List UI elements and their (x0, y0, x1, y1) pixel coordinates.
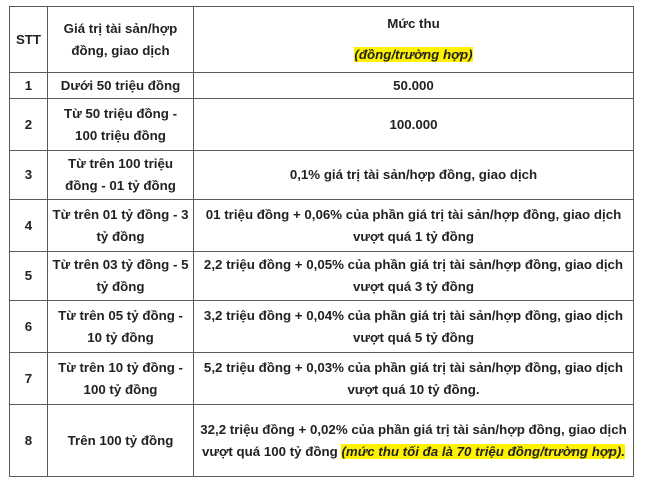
header-fee-label: Mức thu (387, 16, 440, 31)
row-value: Trên 100 tỷ đồng (48, 405, 194, 477)
row-stt: 3 (10, 151, 48, 200)
row-value: Từ trên 01 tỷ đồng - 3 tỷ đồng (48, 200, 194, 252)
row-stt: 7 (10, 353, 48, 405)
row-value: Từ trên 05 tỷ đồng - 10 tỷ đồng (48, 301, 194, 353)
table-row (10, 353, 634, 405)
table-row (10, 200, 634, 252)
table-header-row (10, 7, 634, 73)
row-stt: 4 (10, 200, 48, 252)
table-row (10, 301, 634, 353)
row-stt: 2 (10, 99, 48, 151)
row-fee: 100.000 (194, 99, 634, 151)
row-fee: 5,2 triệu đồng + 0,03% của phần giá trị tài sản/hợp đồng, giao dịch vượt quá 10 tỷ đồng. (194, 353, 634, 405)
row-stt: 5 (10, 252, 48, 301)
table-row (10, 99, 634, 151)
header-stt: STT (10, 7, 48, 73)
row-fee-cell (194, 405, 634, 477)
header-fee (194, 7, 634, 73)
fee-table (9, 6, 634, 477)
row-stt: 8 (10, 405, 48, 477)
row-fee: 32,2 triệu đồng + 0,02% của phần giá trị tài sản/hợp đồng, giao dịch vượt quá 100 tỷ đồng (200, 421, 627, 459)
row-value: Dưới 50 triệu đồng (48, 73, 194, 99)
row-value: Từ trên 100 triệu đồng - 01 tỷ đồng (48, 151, 194, 200)
row-fee: 50.000 (194, 73, 634, 99)
row-fee-note: (mức thu tối đa là 70 triệu đồng/trường hợp). (341, 443, 626, 459)
row-value: Từ trên 03 tỷ đồng - 5 tỷ đồng (48, 252, 194, 301)
row-stt: 6 (10, 301, 48, 353)
header-value: Giá trị tài sản/hợp đồng, giao dịch (48, 7, 194, 73)
row-value: Từ 50 triệu đồng - 100 triệu đồng (48, 99, 194, 151)
row-value: Từ trên 10 tỷ đồng - 100 tỷ đồng (48, 353, 194, 405)
row-fee: 01 triệu đồng + 0,06% của phần giá trị tài sản/hợp đồng, giao dịch vượt quá 1 tỷ đồng (194, 200, 634, 252)
table-row (10, 151, 634, 200)
row-fee: 3,2 triệu đồng + 0,04% của phần giá trị tài sản/hợp đồng, giao dịch vượt quá 5 tỷ đồng (194, 301, 634, 353)
row-fee: 2,2 triệu đồng + 0,05% của phần giá trị tài sản/hợp đồng, giao dịch vượt quá 3 tỷ đồng (194, 252, 634, 301)
row-fee: 0,1% giá trị tài sản/hợp đồng, giao dịch (194, 151, 634, 200)
row-stt: 1 (10, 73, 48, 99)
header-fee-unit: (đồng/trường hợp) (354, 47, 473, 62)
table-row (10, 73, 634, 99)
table-row (10, 252, 634, 301)
table-row (10, 405, 634, 477)
